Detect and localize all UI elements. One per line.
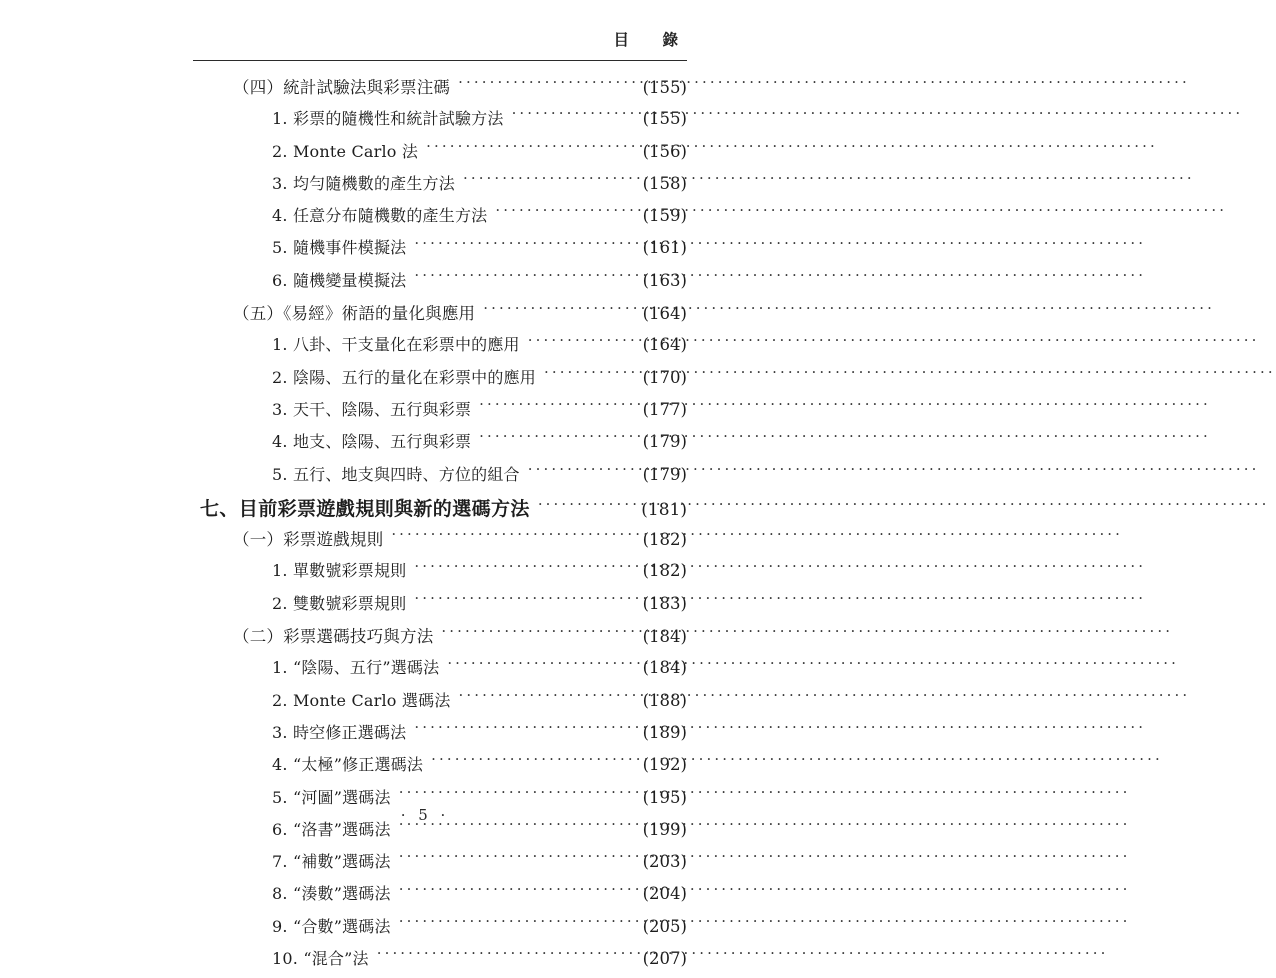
- dot-leader: [399, 787, 624, 803]
- toc-entry-label: （二）彩票選碼技巧與方法: [233, 627, 434, 647]
- toc-entry-label: 1. 單數號彩票規則: [272, 561, 407, 581]
- dot-leader: [479, 431, 624, 447]
- dot-leader: [399, 851, 624, 867]
- toc-entry[interactable]: [193, 268, 687, 300]
- toc-entry-label: 3. 均勻隨機數的產生方法: [272, 173, 455, 193]
- toc-entry-label: （一）彩票遊戲規則: [233, 530, 384, 550]
- toc-entry[interactable]: [193, 914, 687, 946]
- dot-leader: [447, 657, 624, 673]
- toc-entry-label: 4. 任意分布隨機數的產生方法: [272, 206, 488, 226]
- dot-leader: [426, 141, 624, 157]
- toc-entry[interactable]: [193, 300, 687, 332]
- toc-entry-label: 2. 雙數號彩票規則: [272, 593, 407, 613]
- dot-leader: [399, 916, 624, 932]
- toc-entry-page-number: (181): [641, 499, 687, 520]
- toc-entry-page-number: (156): [642, 141, 687, 161]
- dot-leader: [458, 77, 624, 93]
- toc-entry-page-number: (184): [642, 658, 687, 678]
- toc-entry-page-number: (184): [642, 627, 687, 647]
- toc-entry[interactable]: [193, 655, 687, 687]
- toc-entry-page-number: (188): [642, 690, 687, 710]
- toc-entry[interactable]: [193, 591, 687, 623]
- dot-leader: [479, 399, 624, 415]
- running-head: 目 錄: [613, 30, 687, 49]
- toc-entry[interactable]: [193, 558, 687, 590]
- toc-entry-page-number: (204): [642, 884, 687, 904]
- toc-entry-label: 1. “陰陽、五行”選碼法: [272, 658, 440, 678]
- toc-entry[interactable]: [193, 365, 687, 397]
- dot-leader: [414, 560, 624, 576]
- toc-entry[interactable]: [193, 139, 687, 171]
- toc-entry-label: 9. “合數”選碼法: [272, 916, 391, 936]
- toc-entry[interactable]: [193, 623, 687, 655]
- toc-entry-page-number: (177): [642, 399, 687, 419]
- toc-entry[interactable]: [193, 494, 687, 526]
- toc-entry-label: 5. 隨機事件模擬法: [272, 238, 407, 258]
- toc-entry-label: 1. 八卦、干支量化在彩票中的應用: [272, 335, 520, 355]
- toc-entry-page-number: (183): [642, 593, 687, 613]
- toc-entry-page-number: (155): [642, 109, 687, 129]
- toc-entry-page-number: (161): [642, 238, 687, 258]
- dot-leader: [463, 173, 624, 189]
- toc-entry[interactable]: [193, 74, 687, 106]
- toc-entry-label: 5. 五行、地支與四時、方位的組合: [272, 464, 520, 484]
- toc-entry[interactable]: [193, 332, 687, 364]
- toc-entry-label: 5. “河圖”選碼法: [272, 787, 391, 807]
- toc-entry-label: 2. 陰陽、五行的量化在彩票中的應用: [272, 367, 536, 387]
- toc-entry-page-number: (205): [642, 916, 687, 936]
- dot-leader: [528, 334, 624, 350]
- toc-entry-label: 3. 天干、陰陽、五行與彩票: [272, 399, 472, 419]
- dot-leader: [414, 722, 624, 738]
- toc-entry-label: 6. 隨機變量模擬法: [272, 270, 407, 290]
- dot-leader: [414, 593, 624, 609]
- dot-leader: [414, 237, 624, 253]
- toc-entry-page-number: (164): [642, 304, 687, 324]
- toc-entry[interactable]: [193, 688, 687, 720]
- dot-leader: [495, 205, 624, 221]
- toc-entry-label: 7. “補數”選碼法: [272, 852, 391, 872]
- toc-entry-label: 2. Monte Carlo 法: [272, 141, 419, 161]
- toc-entry[interactable]: [193, 235, 687, 267]
- toc-entry-label: 4. 地支、陰陽、五行與彩票: [272, 432, 472, 452]
- toc-entry-page-number: (170): [642, 367, 687, 387]
- toc-entry[interactable]: [193, 720, 687, 752]
- toc-entry-page-number: (203): [642, 852, 687, 872]
- toc-entry-label: 3. 時空修正選碼法: [272, 722, 407, 742]
- toc-entry[interactable]: [193, 106, 687, 138]
- toc-entry[interactable]: [193, 429, 687, 461]
- dot-leader: [528, 464, 624, 480]
- toc-entry-page-number: (192): [642, 755, 687, 775]
- toc-entry-label: 2. Monte Carlo 選碼法: [272, 690, 451, 710]
- page-folio: · 5 ·: [400, 806, 450, 824]
- toc-entry[interactable]: [193, 171, 687, 203]
- toc-entry[interactable]: [193, 397, 687, 429]
- dot-leader: [399, 883, 624, 899]
- dot-leader: [544, 367, 624, 383]
- toc-entry-page-number: (195): [642, 787, 687, 807]
- toc-entry-page-number: (179): [642, 464, 687, 484]
- dot-leader: [459, 690, 624, 706]
- toc-entry-page-number: (207): [642, 949, 687, 969]
- toc-entry-label: 4. “太極”修正選碼法: [272, 755, 424, 775]
- dot-leader: [538, 499, 624, 515]
- dot-leader: [377, 948, 624, 964]
- toc-entry-label: （五）《易經》術語的量化與應用: [233, 304, 476, 324]
- dot-leader: [441, 626, 624, 642]
- toc-entry[interactable]: [193, 849, 687, 881]
- toc-entry-page-number: (159): [642, 206, 687, 226]
- toc-entry[interactable]: [193, 881, 687, 913]
- toc-entry[interactable]: [193, 752, 687, 784]
- dot-leader: [391, 529, 624, 545]
- toc-entry-page-number: (164): [642, 335, 687, 355]
- toc-entry[interactable]: [193, 946, 687, 978]
- toc-entry-page-number: (182): [642, 561, 687, 581]
- toc-entry-page-number: (199): [642, 819, 687, 839]
- toc-entry-page-number: (163): [642, 270, 687, 290]
- toc-entry-page-number: (158): [642, 173, 687, 193]
- toc-entry-page-number: (155): [642, 78, 687, 97]
- toc-entry-label: 1. 彩票的隨機性和統計試驗方法: [272, 109, 504, 129]
- toc-entry-label: 8. “湊數”選碼法: [272, 884, 391, 904]
- toc-entry-page-number: (179): [642, 432, 687, 452]
- toc-entry-label: （四）統計試驗法與彩票注碼: [233, 78, 451, 97]
- table-of-contents: [193, 74, 687, 978]
- toc-entry-page-number: (182): [642, 530, 687, 550]
- toc-entry[interactable]: [193, 203, 687, 235]
- dot-leader: [431, 754, 624, 770]
- dot-leader: [512, 108, 624, 124]
- header-rule: [193, 60, 687, 61]
- toc-entry-page-number: (189): [642, 722, 687, 742]
- toc-entry[interactable]: [193, 462, 687, 494]
- dot-leader: [414, 270, 624, 286]
- toc-entry-label: 七、目前彩票遊戲規則與新的選碼方法: [200, 497, 530, 520]
- toc-entry-label: 6. “洛書”選碼法: [272, 819, 391, 839]
- toc-entry-label: 10. “混合”法: [272, 949, 369, 969]
- toc-entry[interactable]: [193, 526, 687, 558]
- dot-leader: [483, 303, 624, 319]
